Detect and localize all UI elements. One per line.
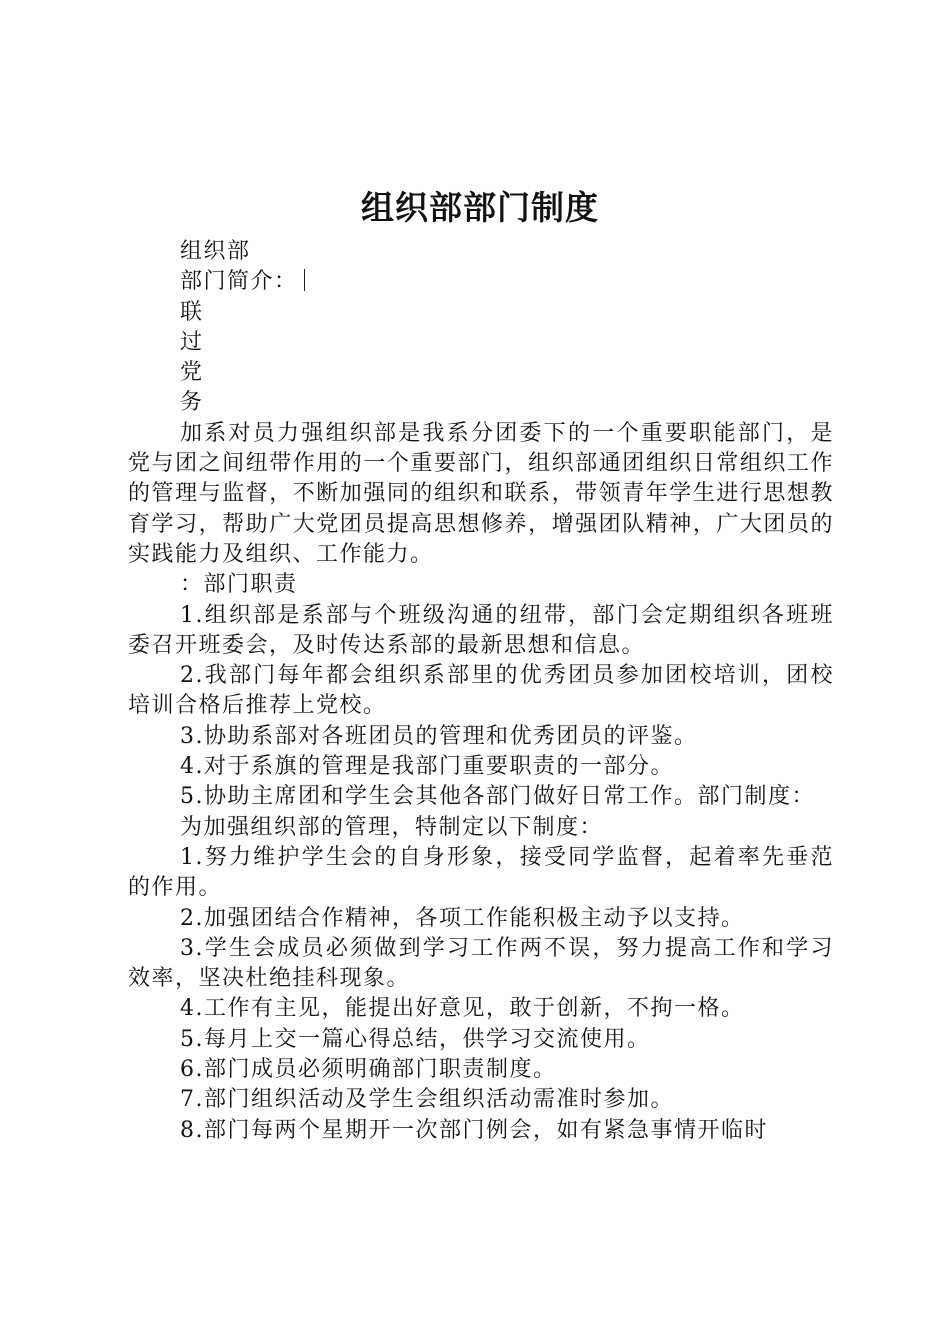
intro-line: 党 (180, 360, 204, 386)
document-body (128, 237, 834, 1146)
rule-item: 5.每月上交一篇心得总结，供学习交流使用。 (180, 1026, 651, 1052)
intro-line: 组织部 (180, 239, 251, 264)
rule-item: 7.部门组织活动及学生会组织活动需准时参加。 (180, 1087, 674, 1113)
rule-item: 4.工作有主见，能提出好意见，敢于创新，不拘一格。 (180, 996, 745, 1022)
intro-paragraph: 加系对员力强组织部是我系分团委下的一个重要职能部门，是党与团之间纽带作用的一个重要部门，组织部通团组织日常组织工作的管理与监督，不断加强同的组织和联系，带领青年学生进行思想教育学习，帮助广大党团员提高思想修养，增强团队精神，广大团员的实践能力及组织、工作能力。 (128, 420, 834, 567)
rules-intro: 为加强组织部的管理，特制定以下制度： (180, 814, 604, 840)
rule-item: 2.加强团结合作精神，各项工作能积极主动予以支持。 (180, 905, 745, 931)
duty-item: 3.协助系部对各班团员的管理和优秀团员的评鉴。 (180, 723, 698, 749)
text-cursor (304, 269, 305, 291)
intro-line: 务 (180, 390, 204, 416)
duty-item: 1.组织部是系部与个班级沟通的纽带，部门会定期组织各班班委召开班委会，及时传达系部的最新思想和信息。 (128, 602, 834, 658)
duty-item: 4.对于系旗的管理是我部门重要职责的一部分。 (180, 754, 674, 780)
duties-heading: ：部门职责 (180, 572, 298, 598)
intro-line: 过 (180, 329, 204, 355)
intro-line-with-cursor (128, 267, 834, 297)
rule-item: 3.学生会成员必须做到学习工作两不误，努力提高工作和学习效率，坚决杜绝挂科现象。 (128, 935, 834, 992)
rule-item: 8.部门每两个星期开一次部门例会，如有紧急事情开临时 (180, 1117, 768, 1143)
document-title: 组织部部门制度 (361, 188, 599, 227)
rule-item: 1.努力维护学生会的自身形象，接受同学监督，起着率先垂范的作用。 (128, 844, 834, 901)
duty-item: 2.我部门每年都会组织系部里的优秀团员参加团校培训，团校培训合格后推荐上党校。 (128, 663, 834, 719)
intro-line: 联 (180, 299, 204, 325)
rule-item: 6.部门成员必须明确部门职责制度。 (180, 1057, 557, 1083)
intro-line: 部门简介： (180, 269, 298, 295)
duty-item: 5.协助主席团和学生会其他各部门做好日常工作。部门制度： (180, 784, 815, 810)
